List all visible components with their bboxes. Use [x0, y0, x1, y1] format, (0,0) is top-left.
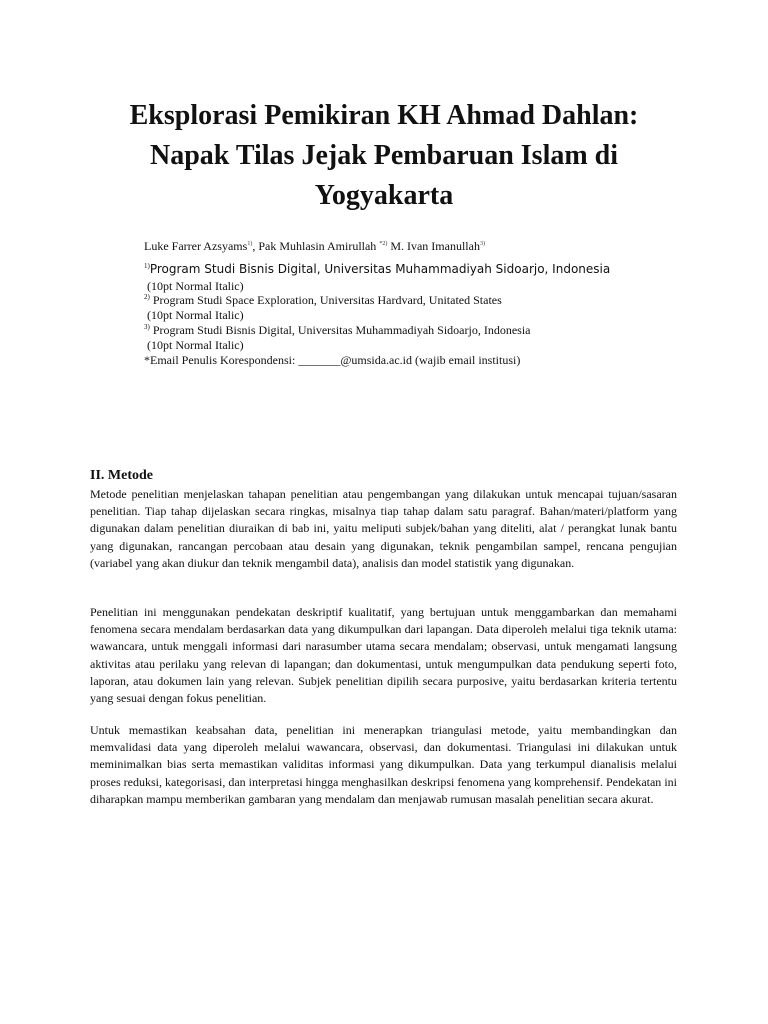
affiliation-mark: 1)	[144, 262, 150, 270]
affiliation-2-note: (10pt Normal Italic)	[147, 308, 244, 322]
corresponding-email: *Email Penulis Korespondensi: _______@umsida.ac.id (wajib email institusi)	[144, 353, 521, 367]
title-line-3: Yogyakarta	[314, 180, 454, 211]
affiliation-3-note: (10pt Normal Italic)	[147, 338, 244, 352]
affiliation-mark: 3)	[144, 323, 150, 331]
affiliation-2	[144, 293, 704, 307]
author-affiliation-mark: *2)	[379, 241, 388, 247]
body-paragraph-2: Penelitian ini menggunakan pendekatan deskriptif kualitatif, yang bertujuan untuk menggambarkan dan memahami fenomena secara mendalam berdasarkan data yang dikumpulkan dari lapangan. Data diperoleh melalui tiga teknik utama: wawancara, untuk menggali informasi dari narasumber utama secara mendalam; observasi, untuk mengamati langsung aktivitas atau perilaku yang relevan di lapangan; dan dokumentasi, untuk mengumpulkan data pendukung seperti foto, laporan, atau dokumen lain yang relevan. Subjek penelitian dipilih secara purposive, yaitu berdasarkan kriteria tertentu yang sesuai dengan fokus penelitian.	[90, 605, 677, 706]
author-list	[144, 238, 704, 254]
author-separator: ,	[252, 239, 259, 253]
body-paragraph-3: Untuk memastikan keabsahan data, penelitian ini menerapkan triangulasi metode, yaitu membandingkan dan memvalidasi data yang diperoleh melalui wawancara, observasi, dan dokumentasi. Triangulasi ini dilakukan untuk meminimalkan bias serta memastikan validitas informasi yang dikumpulkan. Data yang terkumpul dianalisis melalui proses reduksi, kategorisasi, dan interpretasi hingga menghasilkan deskripsi fenomena yang komprehensif. Pendekatan ini diharapkan mampu memberikan gambaran yang mendalam dan menjawab rumusan masalah penelitian secara akurat.	[90, 723, 677, 806]
author-name: M. Ivan Imanullah	[390, 239, 480, 253]
author-affiliation-mark: 3)	[479, 241, 485, 247]
section-heading: II. Metode	[90, 468, 153, 483]
author-name: Luke Farrer Azsyams	[144, 239, 248, 253]
affiliation-1-note: (10pt Normal Italic)	[147, 279, 244, 293]
affiliation-text: Program Studi Bisnis Digital, Universitas Muhammadiyah Sidoarjo, Indonesia	[149, 262, 611, 276]
affiliation-mark: 2)	[144, 293, 150, 301]
author-affiliation-mark: 1)	[247, 241, 253, 247]
paper-title	[80, 96, 688, 216]
body-paragraph-1: Metode penelitian menjelaskan tahapan penelitian atau pengembangan yang dilakukan untuk mencapai tujuan/sasaran penelitian. Tiap tahap dijelaskan secara ringkas, misalnya tiap tahap dalam satu paragraf. Bahan/materi/platform yang digunakan dalam penelitian diuraikan di bab ini, yaitu meliputi subjek/bahan yang diteliti, alat / perangkat lunak bantu yang digunakan, rancangan percobaan atau desain yang digunakan, teknik pengambilan sampel, rencana pengujian (variabel yang akan diukur dan teknik mengambil data), analisis dan model statistik yang digunakan.	[90, 487, 677, 570]
affiliation-3	[144, 323, 704, 337]
title-line-1: Eksplorasi Pemikiran KH Ahmad Dahlan:	[129, 100, 639, 131]
author-name: Pak Muhlasin Amirullah	[258, 239, 377, 253]
affiliation-text: Program Studi Space Exploration, Universitas Hardvard, Unitated States	[152, 293, 502, 307]
affiliation-text: Program Studi Bisnis Digital, Universitas Muhammadiyah Sidoarjo, Indonesia	[152, 323, 531, 337]
affiliation-1	[144, 262, 704, 276]
title-line-2: Napak Tilas Jejak Pembaruan Islam di	[149, 140, 619, 171]
